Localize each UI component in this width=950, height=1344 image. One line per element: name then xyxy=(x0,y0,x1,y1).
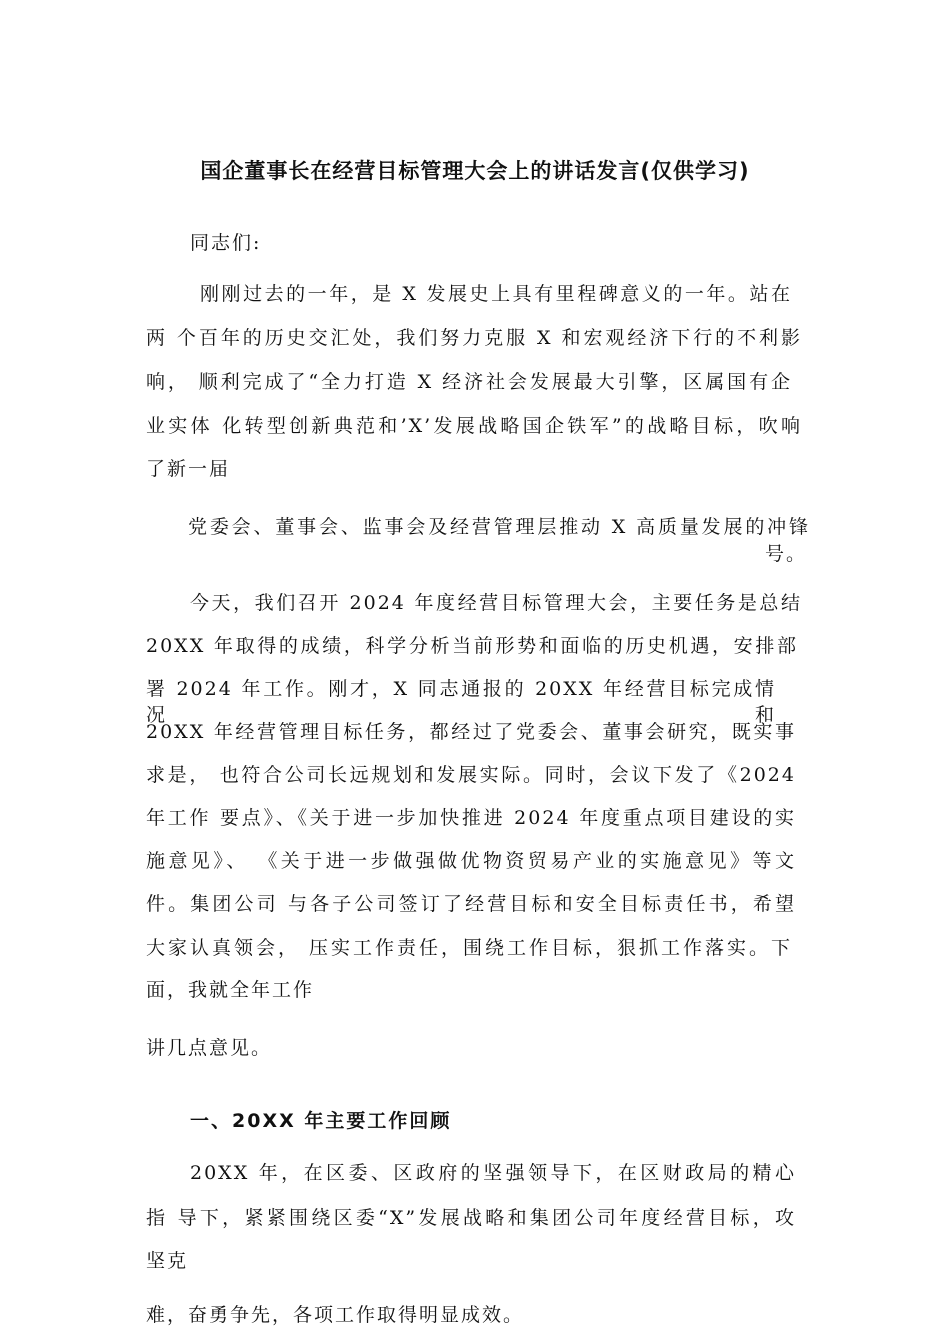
paragraph-line: 件。集团公司 与各子公司签订了经营目标和安全目标责任书，希望 xyxy=(146,893,796,915)
paragraph-line: 面，我就全年工作 xyxy=(146,979,315,1001)
paragraph-line: 大家认真领会， 压实工作责任，围绕工作目标，狠抓工作落实。下 xyxy=(146,937,792,959)
paragraph-line: 两 个百年的历史交汇处，我们努力克服 X 和宏观经济下行的不利影 xyxy=(146,327,802,349)
paragraph-line: 20XX 年经营管理目标任务，都经过了党委会、董事会研究，既实事 xyxy=(146,721,796,743)
paragraph-line: 了新一届 xyxy=(146,458,231,480)
salutation: 同志们: xyxy=(190,232,262,254)
paragraph-line: 20XX 年，在区委、区政府的坚强领导下，在区财政局的精心 xyxy=(190,1162,796,1184)
paragraph-line: 刚刚过去的一年，是 X 发展史上具有里程碑意义的一年。站在 xyxy=(200,283,792,305)
section-heading: 一、20XX 年主要工作回顾 xyxy=(190,1110,452,1132)
paragraph-line: 施意见》、 《关于进一步做强做优物资贸易产业的实施意见》等文 xyxy=(146,850,796,872)
document-title: 国企董事长在经营目标管理大会上的讲话发言(仅供学习) xyxy=(200,159,750,183)
paragraph-line: 号。 xyxy=(765,543,808,565)
paragraph-line: 今天，我们召开 2024 年度经营目标管理大会，主要任务是总结 xyxy=(190,592,802,614)
paragraph-line: 年工作 要点》、《关于进一步加快推进 2024 年度重点项目建设的实 xyxy=(146,807,796,829)
paragraph-line: 难，奋勇争先，各项工作取得明显成效。 xyxy=(146,1304,525,1326)
paragraph-line: 指 导下，紧紧围绕区委“X”发展战略和集团公司年度经营目标，攻 xyxy=(146,1207,796,1229)
paragraph-line: 讲几点意见。 xyxy=(146,1037,273,1059)
paragraph-line: 坚克 xyxy=(146,1250,189,1272)
paragraph-line: 响， 顺利完成了“全力打造 X 经济社会发展最大引擎，区属国有企 xyxy=(146,371,792,393)
paragraph-line: 业实体 化转型创新典范和’X’发展战略国企铁军”的战略目标，吹响 xyxy=(146,415,802,437)
paragraph-line: 党委会、董事会、监事会及经营管理层推动 X 高质量发展的冲锋 xyxy=(188,516,810,538)
paragraph-line: 20XX 年取得的成绩，科学分析当前形势和面临的历史机遇，安排部 xyxy=(146,635,798,657)
paragraph-line: 署 2024 年工作。刚才，X 同志通报的 20XX 年经营目标完成情况和 xyxy=(146,678,776,726)
paragraph-line: 求是， 也符合公司长远规划和发展实际。同时，会议下发了《2024 xyxy=(146,764,796,786)
